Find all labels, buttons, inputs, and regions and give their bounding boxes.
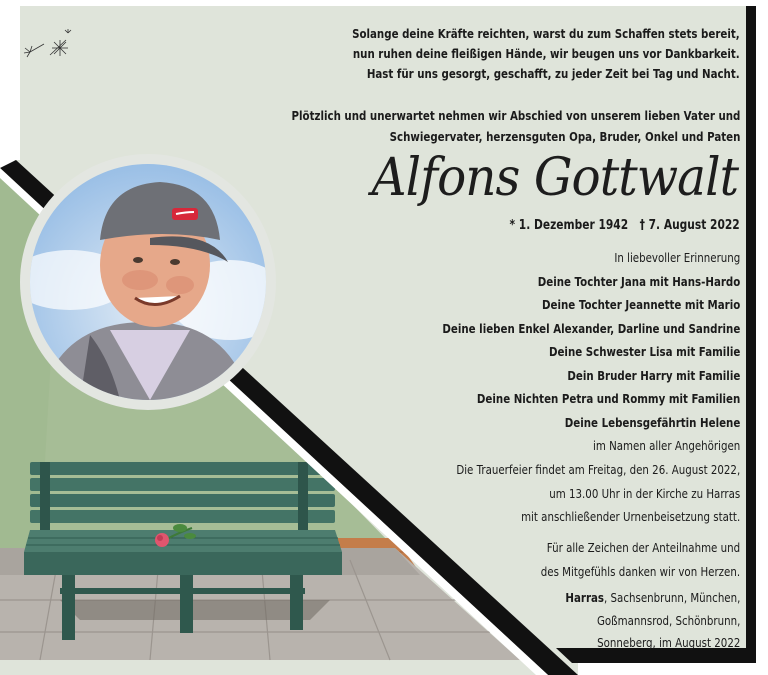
mourners-list [442,246,740,458]
places-and-date [565,587,740,655]
thanks-line: Für alle Zeichen der Anteilnahme und [546,540,740,555]
poem-line: Hast für uns gesorgt, geschafft, zu jeder Zeit bei Tag und Nacht. [367,66,740,81]
service-line: mit anschließender Urnenbeisetzung statt. [520,509,740,524]
mourner-line: Deine Lebensgefährtin Helene [564,414,740,430]
intro-line: Plötzlich und unerwartet nehmen wir Abschied von unserem lieben Vater und [291,108,740,123]
places-line: Goßmannsrod, Schönbrunn, [596,612,740,628]
mourner-line: Deine Schwester Lisa mit Familie [548,344,740,359]
death-date: † 7. August 2022 [639,218,740,233]
places-line: Sonneberg, im August 2022 [596,635,740,650]
poem-line: nun ruhen deine fleißigen Hände, wir beugen uns vor Dankbarkeit. [353,46,740,61]
birth-date: * 1. Dezember 1942 [509,218,629,233]
memory-heading: In liebevoller Erinnerung [614,250,740,265]
mourner-line: Deine Tochter Jana mit Hans-Hardo [537,273,740,289]
mourner-line: Deine Tochter Jeannette mit Mario [541,297,740,312]
bench-leg [62,575,75,640]
service-line: Die Trauerfeier findet am Freitag, den 26. August 2022, [456,462,740,477]
mourner-line: Deine Nichten Petra und Rommy mit Familien [476,391,740,406]
mourner-line: Deine lieben Enkel Alexander, Darline und Sandrine [442,320,740,336]
thanks-text [541,536,740,583]
bench-seat [24,530,342,552]
bench-backrest-slat [30,462,335,475]
intro-text [291,105,740,147]
service-line: um 13.00 Uhr in der Kirche zu Harras [549,485,740,501]
thanks-line: des Mitgefühls danken wir von Herzen. [540,563,740,579]
poem-verse [352,24,740,84]
on-behalf-line: im Namen aller Angehörigen [592,438,740,453]
places-line [565,587,740,610]
poem-line: Solange deine Kräfte reichten, warst du zum Schaffen stets bereit, [352,26,740,41]
life-dates [510,218,740,233]
places-rest: , Sachsenbrunn, München, [603,590,740,605]
first-place: Harras [565,590,604,605]
deceased-name: Alfons Gottwalt [371,148,738,208]
funeral-service-info [456,458,740,529]
intro-line: Schwiegervater, herzensguten Opa, Bruder, Onkel und Paten [389,129,740,144]
mourner-line: Dein Bruder Harry mit Familie [567,367,740,383]
